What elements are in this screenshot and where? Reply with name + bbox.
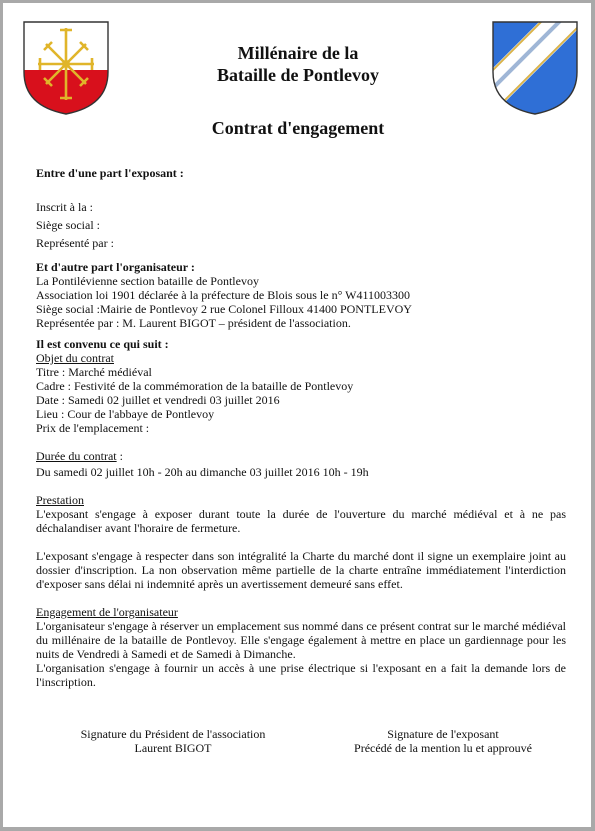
exposant-inscrit-field: Inscrit à la :: [36, 200, 93, 214]
prestation-heading: Prestation: [36, 493, 84, 507]
contract-title: Contrat d'engagement: [211, 118, 385, 138]
objet-line: Date : Samedi 02 juillet et vendredi 03 juillet 2016: [36, 393, 280, 407]
organisateur-heading: Et d'autre part l'organisateur :: [36, 260, 195, 274]
page-heading: [143, 42, 453, 86]
duree-text: Du samedi 02 juillet 10h - 20h au dimanche 03 juillet 2016 10h - 19h: [36, 465, 369, 479]
exposant-represente-field: Représenté par :: [36, 236, 114, 250]
heading-line-1: Millénaire de la: [237, 43, 359, 63]
engagement-paragraph-1: L'organisateur s'engage à réserver un emplacement sus nommé dans ce présent contrat sur le marché médiéval du millénaire de la bataille de Pontlevoy. Elle s'engage également à mettre en place un gardiennage pour les nuits de Vendredi à Samedi et de Samedi à Dimanche.: [36, 619, 566, 661]
president-signature-block: [58, 727, 288, 755]
blois-coat-of-arms-icon: [491, 20, 579, 116]
convenu-heading: Il est convenu ce qui suit :: [36, 337, 169, 351]
exposant-heading: Entre d'une part l'exposant :: [36, 166, 184, 180]
objet-line: Prix de l'emplacement :: [36, 421, 150, 435]
heading-line-2: Bataille de Pontlevoy: [217, 65, 379, 85]
organisateur-line: Siège social :Mairie de Pontlevoy 2 rue Colonel Filloux 41400 PONTLEVOY: [36, 302, 412, 316]
exposant-siege-field: Siège social :: [36, 218, 100, 232]
objet-line: Titre : Marché médiéval: [36, 365, 152, 379]
duree-heading-label: Durée du contrat: [36, 449, 117, 463]
objet-heading: Objet du contrat: [36, 351, 114, 365]
exposant-signature-block: [333, 727, 553, 755]
document-page: [3, 3, 591, 827]
exposant-signature-mention: Précédé de la mention lu et approuvé: [354, 741, 532, 755]
engagement-paragraph-2: L'organisation s'engage à fournir un accès à une prise électrique si l'exposant en a fait la demande lors de l'inscription.: [36, 661, 566, 689]
prestation-paragraph-1: L'exposant s'engage à exposer durant toute la durée de l'ouverture du marché médiéval et à ne pas déchalandiser avant l'horaire de fermeture.: [36, 507, 566, 535]
prestation-paragraph-2: L'exposant s'engage à respecter dans son intégralité la Charte du marché dont il signe un exemplaire joint au dossier d'inscription. La non observation même partielle de la charte entraîne immédiatement l'interdiction d'exposer sans délai ni indemnité après un avertissement demeuré sans effet.: [36, 549, 566, 591]
exposant-signature-label: Signature de l'exposant: [387, 727, 499, 741]
president-name: Laurent BIGOT: [134, 741, 212, 755]
pontlevoy-coat-of-arms-icon: [22, 20, 110, 116]
engagement-heading: Engagement de l'organisateur: [36, 605, 178, 619]
president-signature-label: Signature du Président de l'association: [80, 727, 266, 741]
duree-heading: [36, 449, 566, 463]
objet-line: Lieu : Cour de l'abbaye de Pontlevoy: [36, 407, 215, 421]
contract-body: [36, 166, 566, 689]
organisateur-line: La Pontilévienne section bataille de Pontlevoy: [36, 274, 259, 288]
duree-heading-colon: :: [116, 449, 123, 463]
organisateur-line: Représentée par : M. Laurent BIGOT – président de l'association.: [36, 316, 351, 330]
organisateur-line: Association loi 1901 déclarée à la préfecture de Blois sous le n° W411003300: [36, 288, 411, 302]
objet-line: Cadre : Festivité de la commémoration de la bataille de Pontlevoy: [36, 379, 354, 393]
